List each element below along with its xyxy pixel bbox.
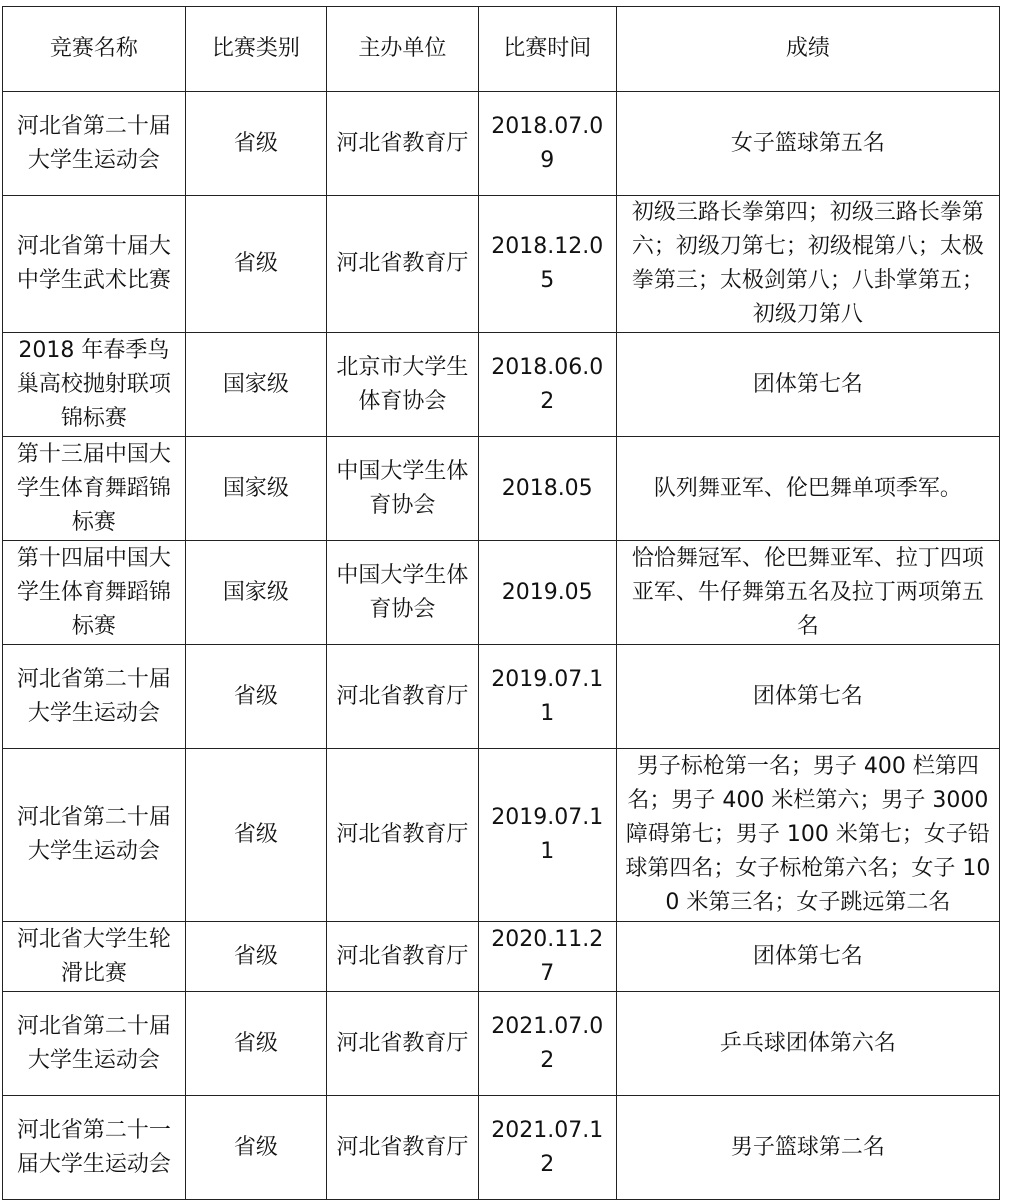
header-organizer: 主办单位 — [327, 7, 479, 92]
header-category: 比赛类别 — [185, 7, 326, 92]
table-row — [3, 992, 1000, 1096]
result-cell: 恰恰舞冠军、伦巴舞亚军、拉丁四项亚军、牛仔舞第五名及拉丁两项第五名 — [616, 541, 999, 645]
date-cell: 2019.07.11 — [478, 645, 616, 749]
organizer-cell: 河北省教育厅 — [327, 92, 479, 196]
competition-name-cell: 河北省第二十届大学生运动会 — [3, 992, 186, 1096]
awards-table — [2, 6, 1000, 1200]
header-row — [3, 7, 1000, 92]
competition-name-cell: 2018 年春季鸟巢高校抛射联项锦标赛 — [3, 333, 186, 437]
table-row — [3, 437, 1000, 541]
header-result: 成绩 — [616, 7, 999, 92]
category-cell: 国家级 — [185, 541, 326, 645]
result-cell: 队列舞亚军、伦巴舞单项季军。 — [616, 437, 999, 541]
table-row — [3, 92, 1000, 196]
table-row — [3, 333, 1000, 437]
table-row — [3, 541, 1000, 645]
result-cell: 团体第七名 — [616, 922, 999, 992]
date-cell: 2020.11.27 — [478, 922, 616, 992]
date-cell: 2018.06.02 — [478, 333, 616, 437]
category-cell: 省级 — [185, 645, 326, 749]
organizer-cell: 北京市大学生体育协会 — [327, 333, 479, 437]
date-cell: 2018.07.09 — [478, 92, 616, 196]
result-cell: 女子篮球第五名 — [616, 92, 999, 196]
category-cell: 省级 — [185, 992, 326, 1096]
result-cell: 团体第七名 — [616, 333, 999, 437]
competition-name-cell: 河北省第十届大中学生武术比赛 — [3, 196, 186, 333]
organizer-cell: 中国大学生体育协会 — [327, 437, 479, 541]
category-cell: 省级 — [185, 196, 326, 333]
date-cell: 2018.05 — [478, 437, 616, 541]
category-cell: 国家级 — [185, 437, 326, 541]
date-cell: 2019.07.11 — [478, 749, 616, 922]
competition-name-cell: 第十三届中国大学生体育舞蹈锦标赛 — [3, 437, 186, 541]
organizer-cell: 河北省教育厅 — [327, 992, 479, 1096]
competition-name-cell: 河北省第二十一届大学生运动会 — [3, 1096, 186, 1200]
header-date: 比赛时间 — [478, 7, 616, 92]
competition-name-cell: 河北省第二十届大学生运动会 — [3, 645, 186, 749]
competition-name-cell: 河北省大学生轮滑比赛 — [3, 922, 186, 992]
organizer-cell: 河北省教育厅 — [327, 196, 479, 333]
date-cell: 2018.12.05 — [478, 196, 616, 333]
competition-name-cell: 第十四届中国大学生体育舞蹈锦标赛 — [3, 541, 186, 645]
organizer-cell: 河北省教育厅 — [327, 922, 479, 992]
competition-name-cell: 河北省第二十届大学生运动会 — [3, 749, 186, 922]
category-cell: 省级 — [185, 1096, 326, 1200]
table-row — [3, 196, 1000, 333]
table-row — [3, 1096, 1000, 1200]
organizer-cell: 河北省教育厅 — [327, 749, 479, 922]
table-row — [3, 922, 1000, 992]
organizer-cell: 中国大学生体育协会 — [327, 541, 479, 645]
header-competition-name: 竞赛名称 — [3, 7, 186, 92]
result-cell: 团体第七名 — [616, 645, 999, 749]
result-cell: 乒乓球团体第六名 — [616, 992, 999, 1096]
organizer-cell: 河北省教育厅 — [327, 1096, 479, 1200]
result-cell: 男子标枪第一名；男子 400 栏第四名；男子 400 米栏第六；男子 3000 障碍第七；男子 100 米第七；女子铅球第四名；女子标枪第六名；女子 100 米第三名；女子跳远第二名 — [616, 749, 999, 922]
table-row — [3, 749, 1000, 922]
date-cell: 2021.07.12 — [478, 1096, 616, 1200]
organizer-cell: 河北省教育厅 — [327, 645, 479, 749]
competition-name-cell: 河北省第二十届大学生运动会 — [3, 92, 186, 196]
date-cell: 2019.05 — [478, 541, 616, 645]
category-cell: 省级 — [185, 922, 326, 992]
category-cell: 省级 — [185, 92, 326, 196]
table-row — [3, 645, 1000, 749]
category-cell: 国家级 — [185, 333, 326, 437]
result-cell: 男子篮球第二名 — [616, 1096, 999, 1200]
result-cell: 初级三路长拳第四；初级三路长拳第六；初级刀第七；初级棍第八；太极拳第三；太极剑第八；八卦掌第五；初级刀第八 — [616, 196, 999, 333]
date-cell: 2021.07.02 — [478, 992, 616, 1096]
category-cell: 省级 — [185, 749, 326, 922]
